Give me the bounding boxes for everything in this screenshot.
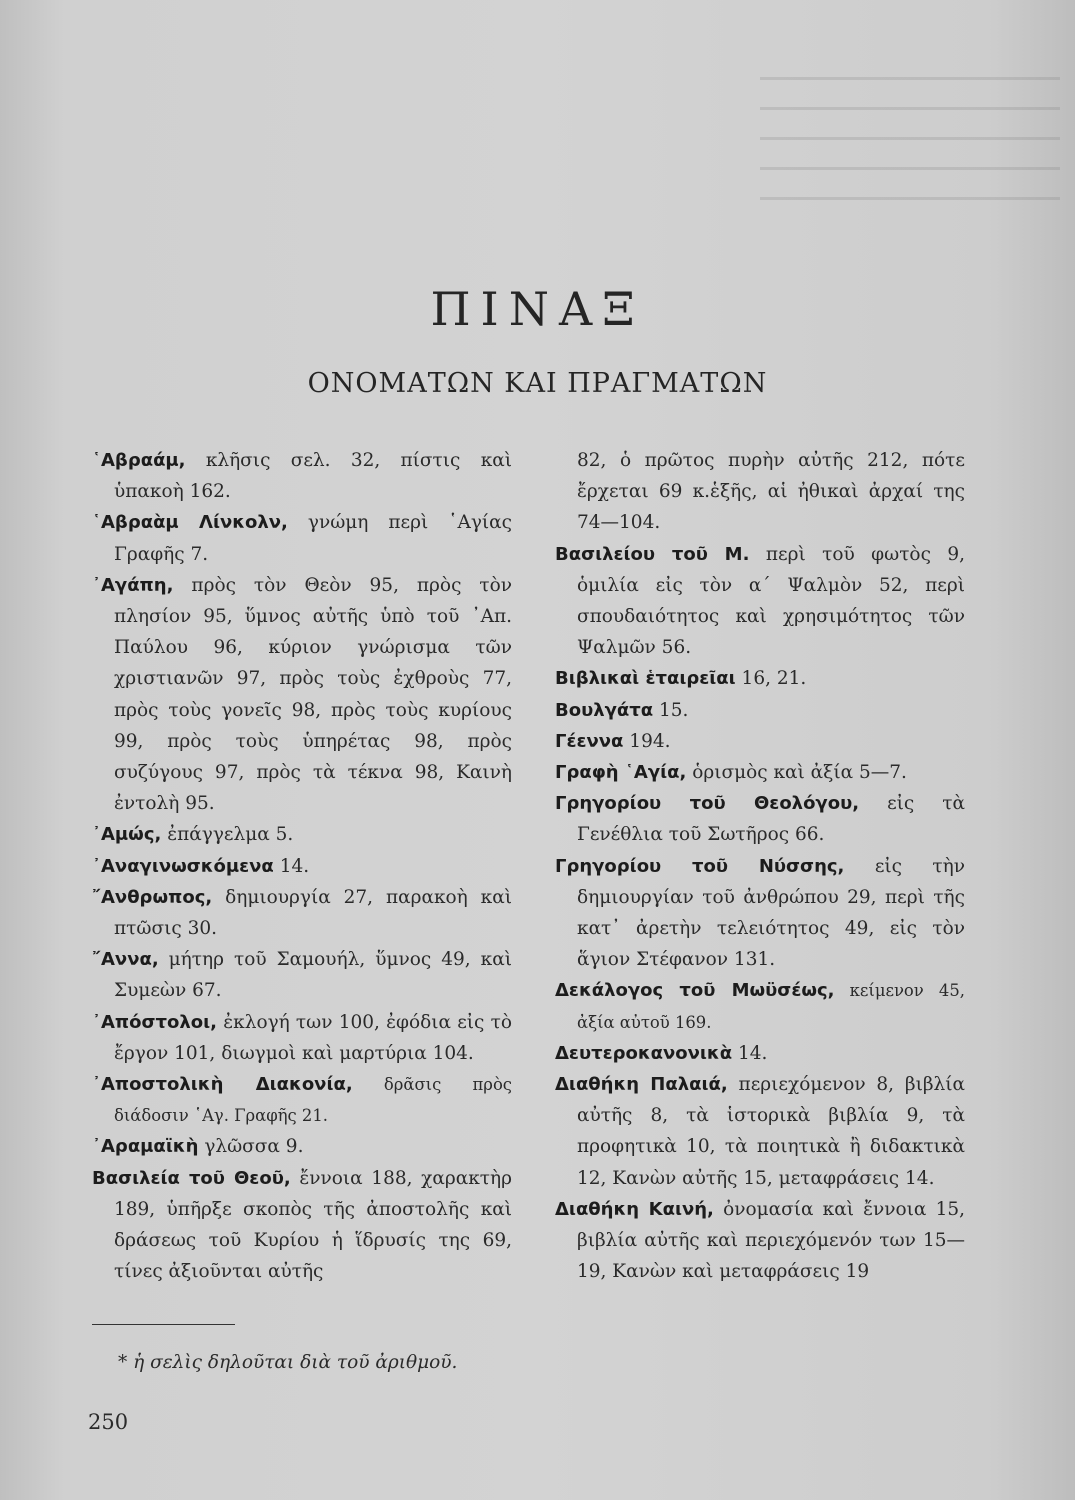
entry-text: ἐπάγγελμα 5. [167,824,294,846]
entry-text: δρᾶσις πρὸς διάδοσιν ῾Αγ. Γραφῆς 21. [114,1075,512,1126]
entry-text: 16, 21. [741,668,807,690]
entry-head: ῎Αννα, [92,949,159,971]
entry-head: Γρηγορίου τοῦ Νύσσης, [555,855,845,877]
entry-text: κλῆσις σελ. 32, πίστις καὶ ὑπακοὴ 162. [114,450,513,503]
index-entry [555,757,965,788]
entry-text: ὀνομασία καὶ ἔννοια 15, βιβλία αὐτῆς καὶ περιεχόμενόν των 15—19, Κανὼν καὶ μεταφράσεις 19 [577,1198,965,1283]
index-entry [92,1069,512,1131]
index-entry-continuation: 82, ὁ πρῶτος πυρὴν αὐτῆς 212, πότε ἔρχεται 69 κ.ἑξῆς, αἱ ἠθικαὶ ἀρχαί της 74—104. [577,450,965,534]
entry-head: ᾿Αμώς, [92,824,162,846]
entry-text: γλῶσσα 9. [204,1136,304,1158]
index-entry [92,445,512,507]
index-column-right [555,445,965,1287]
index-entry [555,1069,965,1194]
entry-head: Δεκάλογος τοῦ Μωϋσέως, [555,980,835,1002]
page-subtitle: ΟΝΟΜΑΤΩΝ ΚΑΙ ΠΡΑΓΜΑΤΩΝ [307,368,768,399]
entry-head: ᾿Αραμαϊκὴ [92,1136,199,1158]
entry-head: Δευτεροκανονικὰ [555,1042,733,1064]
entry-text: εἰς τὰ Γενέθλια τοῦ Σωτῆρος 66. [577,793,965,846]
index-entry [555,695,965,726]
index-entry [92,851,512,882]
index-entry [555,663,965,694]
entry-text: ἔννοια 188, χαρακτὴρ 189, ὑπῆρξε σκοπὸς τῆς ἀποστολῆς καὶ δράσεως τοῦ Κυρίου ἡ ἵδρυσίς της 69, τίνες ἀξιοῦνται αὐτῆς [114,1167,512,1283]
entry-head: Βασιλείου τοῦ Μ. [555,543,750,565]
entry-text: κείμενον 45, ἀξία αὐτοῦ 169. [577,981,965,1032]
index-entry [92,819,512,850]
entry-head: ᾿Αγάπη, [92,574,174,596]
entry-head: ῾Αβραάμ, [92,450,186,471]
entry-text: 15. [659,699,689,721]
entry-head: Γέεννα [555,730,624,752]
page-title: ΠΙΝΑΞ [430,282,645,336]
index-entry [92,570,512,820]
entry-head: Διαθήκη Παλαιά, [555,1074,728,1096]
entry-head: Βιβλικαὶ ἑταιρεῖαι [555,668,736,690]
entry-text: δημιουργία 27, παρακοὴ καὶ πτῶσις 30. [114,886,512,940]
index-entry [92,1163,512,1288]
index-entry [555,851,965,976]
entry-text: 14. [279,855,310,877]
entry-text: ἐκλογή των 100, ἐφόδια εἰς τὸ ἔργον 101, διωγμοὶ καὶ μαρτύρια 104. [114,1011,512,1064]
entry-head: Βουλγάτα [555,699,654,721]
entry-head: ᾿Απόστολοι, [92,1011,218,1033]
index-entry [555,726,965,757]
index-column-left [92,445,512,1287]
index-entry [555,788,965,850]
index-entry [555,1038,965,1069]
index-entry [555,1194,965,1288]
entry-text: περιεχόμενον 8, βιβλία αὐτῆς 8, τὰ ἱστορικὰ βιβλία 9, τὰ προφητικὰ 10, τὰ ποιητικὰ ἢ διδακτικὰ 12, Κανὼν αὐτῆς 15, μεταφράσεις 14. [577,1074,966,1189]
page-number: 250 [88,1410,129,1434]
entry-head: ῾Αβραὰμ Λίνκολν, [92,512,288,534]
index-entry [555,539,965,664]
index-entry [92,1007,512,1069]
entry-text: 194. [629,730,671,752]
footnote-rule [92,1324,235,1325]
index-entry [92,944,512,1006]
index-entry [555,975,965,1037]
entry-text: περὶ τοῦ φωτὸς 9, ὁμιλία εἰς τὸν α΄ Ψαλμὸν 52, περὶ σπουδαιότητος καὶ χρησιμότητος τῶν Ψαλμῶν 56. [577,543,965,659]
index-entry [92,882,512,944]
entry-text: γνώμη περὶ ῾Αγίας Γραφῆς 7. [114,512,512,565]
entry-head: ῎Ανθρωπος, [92,886,213,908]
entry-text: ὁρισμὸς καὶ ἀξία 5—7. [692,762,907,784]
entry-text: μήτηρ τοῦ Σαμουήλ, ὕμνος 49, καὶ Συμεὼν 67. [114,949,512,1002]
entry-head: Γραφὴ ῾Αγία, [555,762,687,784]
bleed-through-text [760,60,1060,200]
entry-head: Βασιλεία τοῦ Θεοῦ, [92,1167,291,1189]
entry-text: εἰς τὴν δημιουργίαν τοῦ ἀνθρώπου 29, περὶ τῆς κατ᾿ ἀρετὴν τελειότητος 49, εἰς τὸν ἅγιον Στέφανον 131. [577,855,965,971]
footnote: * ἡ σελὶς δηλοῦται διὰ τοῦ ἀριθμοῦ. [118,1352,458,1373]
entry-head: Γρηγορίου τοῦ Θεολόγου, [555,793,860,815]
entry-head: Διαθήκη Καινή, [555,1198,714,1220]
entry-head: ᾿Αναγινωσκόμενα [92,855,274,877]
index-entry [92,507,512,569]
entry-head: ᾿Αποστολικὴ Διακονία, [92,1074,353,1096]
entry-text: 14. [737,1042,768,1064]
index-entry [92,1131,512,1162]
entry-text: πρὸς τὸν Θεὸν 95, πρὸς τὸν πλησίον 95, ὕμνος αὐτῆς ὑπὸ τοῦ ᾿Απ. Παύλου 96, κύριον γνώρισμα τῶν χριστιανῶν 97, πρὸς τοὺς ἐχθροὺς 77, πρὸς τοὺς γονεῖς 98, πρὸς τοὺς κυρίους 99, πρὸς τοὺς ὑπηρέτας 98, πρὸς συζύγους 97, πρὸς τὰ τέκνα 98, Καινὴ ἐντολὴ 95. [114,574,512,815]
